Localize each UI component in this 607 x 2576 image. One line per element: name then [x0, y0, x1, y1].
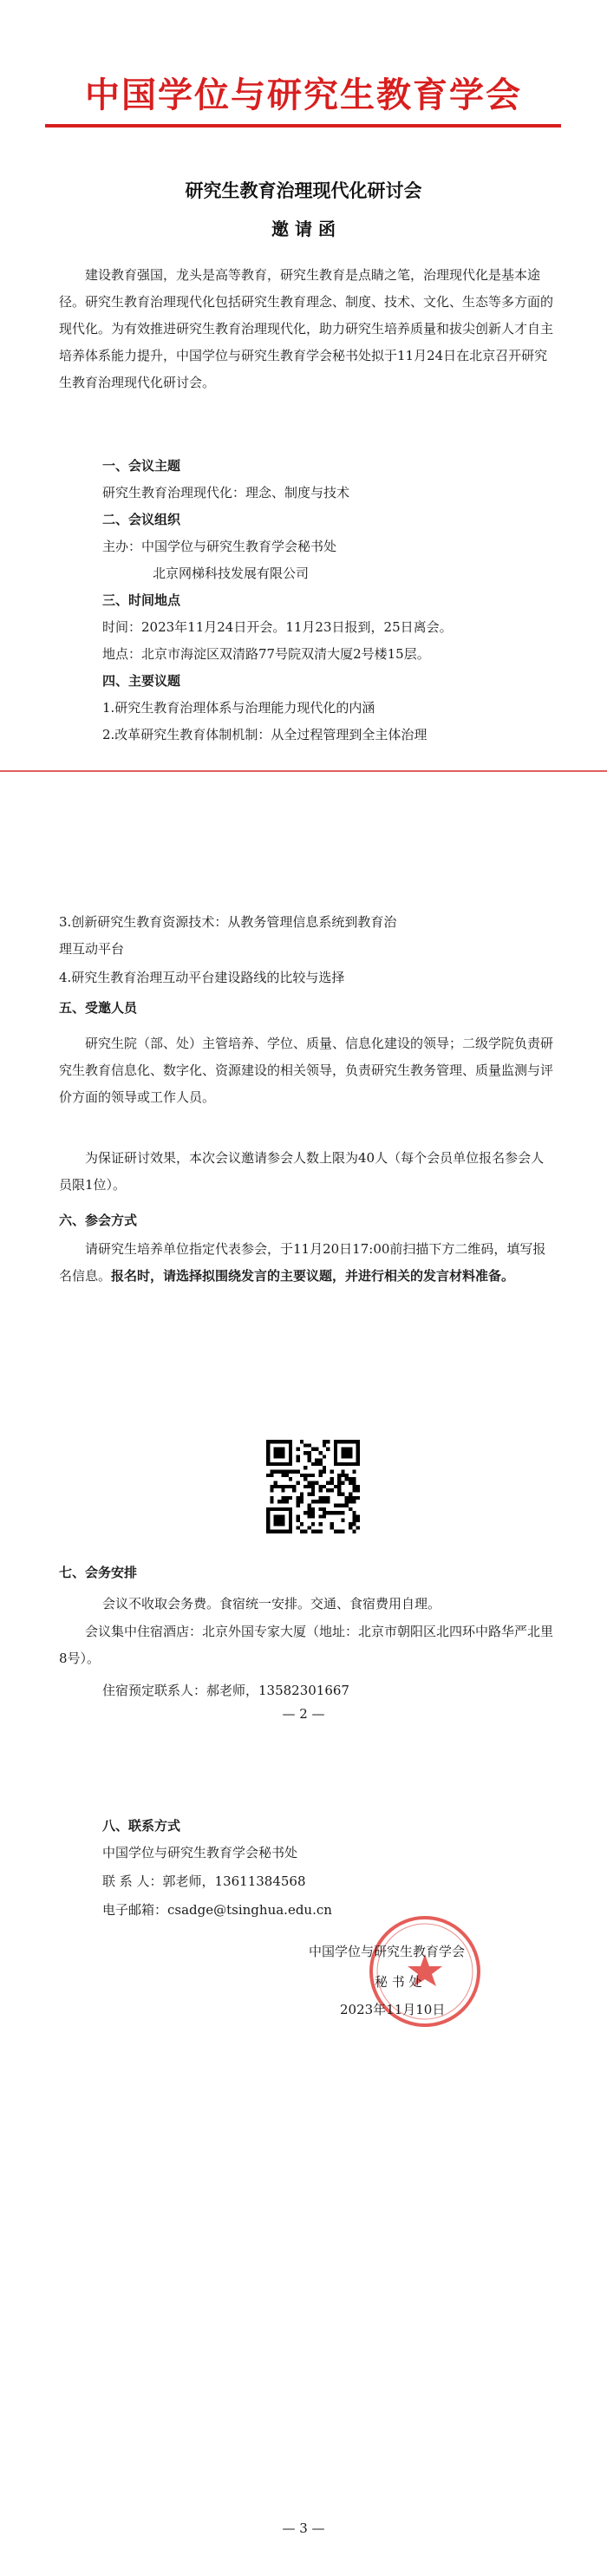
header-org-title: 中国学位与研究生教育学会	[85, 75, 522, 115]
topic-item-3: 3.创新研究生教育资源技术：从教务管理信息系统到教育治	[59, 914, 397, 930]
co-host-line: 北京网梯科技发展有限公司	[153, 566, 310, 581]
participants-para-2: 为保证研讨效果，本次会议邀请参会人数上限为40人（每个会员单位报名参会人员限1位）。	[59, 1150, 545, 1193]
host-line: 主办：中国学位与研究生教育学会秘书处	[102, 539, 337, 554]
section-heading-topics: 四、主要议题	[102, 673, 181, 689]
arrangements-line-1: 会议不收取会务费。食宿统一安排。交通、食宿费用自理。	[102, 1596, 441, 1612]
place-line: 地点：北京市海淀区双清路77号院双清大厦2号楼15层。	[102, 646, 430, 662]
arrangements-line-3: 住宿预定联系人：郝老师，13582301667	[102, 1683, 349, 1698]
document-title: 研究生教育治理现代化研讨会	[185, 180, 422, 201]
topic-item-3-cont: 理互动平台	[59, 941, 125, 957]
registration-bold-text: 报名时，请选择拟围绕发言的主要议题，并进行相关的发言材料准备。	[111, 1268, 515, 1284]
section-heading-time-place: 三、时间地点	[102, 592, 181, 608]
section-heading-participants: 五、受邀人员	[59, 1000, 138, 1016]
page-number-3: — 3 —	[282, 2520, 325, 2536]
contact-email: 电子邮箱：csadge@tsinghua.edu.cn	[102, 1902, 332, 1918]
registration-paragraph	[59, 1236, 553, 1290]
signature-date: 2023年11月10日	[340, 2002, 446, 2017]
topic-item-4: 4.研究生教育治理互动平台建设路线的比较与选择	[59, 970, 345, 985]
page-divider	[0, 770, 607, 772]
topic-item-1: 1.研究生教育治理体系与治理能力现代化的内涵	[102, 700, 375, 716]
section-heading-arrangements: 七、会务安排	[59, 1565, 138, 1580]
section-heading-registration: 六、参会方式	[59, 1213, 138, 1228]
section-heading-organization: 二、会议组织	[102, 512, 181, 527]
arrangements-line-2: 会议集中住宿酒店：北京外国专家大厦（地址：北京市朝阳区北四环中路华严北里8号）。	[59, 1624, 554, 1666]
section-heading-theme: 一、会议主题	[102, 458, 181, 474]
participants-para-1: 研究生院（部、处）主管培养、学位、质量、信息化建设的领导；二级学院负责研究生教育信息化、数字化、资源建设的相关领导，负责研究生教务管理、质量监测与评价方面的领导或工作人员。	[59, 1036, 554, 1105]
registration-qr-code[interactable]	[266, 1440, 360, 1533]
contact-person: 联 系 人：郭老师，13611384568	[102, 1873, 306, 1889]
page-number-2: — 2 —	[282, 1706, 325, 1722]
header-red-rule	[45, 124, 561, 127]
theme-text: 研究生教育治理现代化：理念、制度与技术	[102, 485, 350, 500]
signature-org: 中国学位与研究生教育学会	[309, 1944, 466, 1959]
intro-paragraph: 建设教育强国，龙头是高等教育，研究生教育是点睛之笔，治理现代化是基本途径。研究生教育治理现代化包括研究生教育理念、制度、技术、文化、生态等多方面的现代化。为有效推进研究生教育治理现代化，助力研究生培养质量和拔尖创新人才自主培养体系能力提升，中国学位与研究生教育学会秘书处拟于11月24日在北京召开研究生教育治理现代化研讨会。	[59, 267, 554, 390]
section-heading-contact: 八、联系方式	[102, 1818, 181, 1834]
signature-office: 秘 书 处	[375, 1974, 422, 1990]
registration-text: 请研究生培养单位指定代表参会，于11月20日17:00前扫描下方二维码，填写报名信息。	[59, 1241, 546, 1284]
time-line: 时间：2023年11月24日开会。11月23日报到，25日离会。	[102, 619, 453, 635]
document-subtitle: 邀 请 函	[271, 219, 336, 239]
contact-org: 中国学位与研究生教育学会秘书处	[102, 1845, 298, 1860]
topic-item-2: 2.改革研究生教育体制机制：从全过程管理到全主体治理	[102, 727, 428, 742]
